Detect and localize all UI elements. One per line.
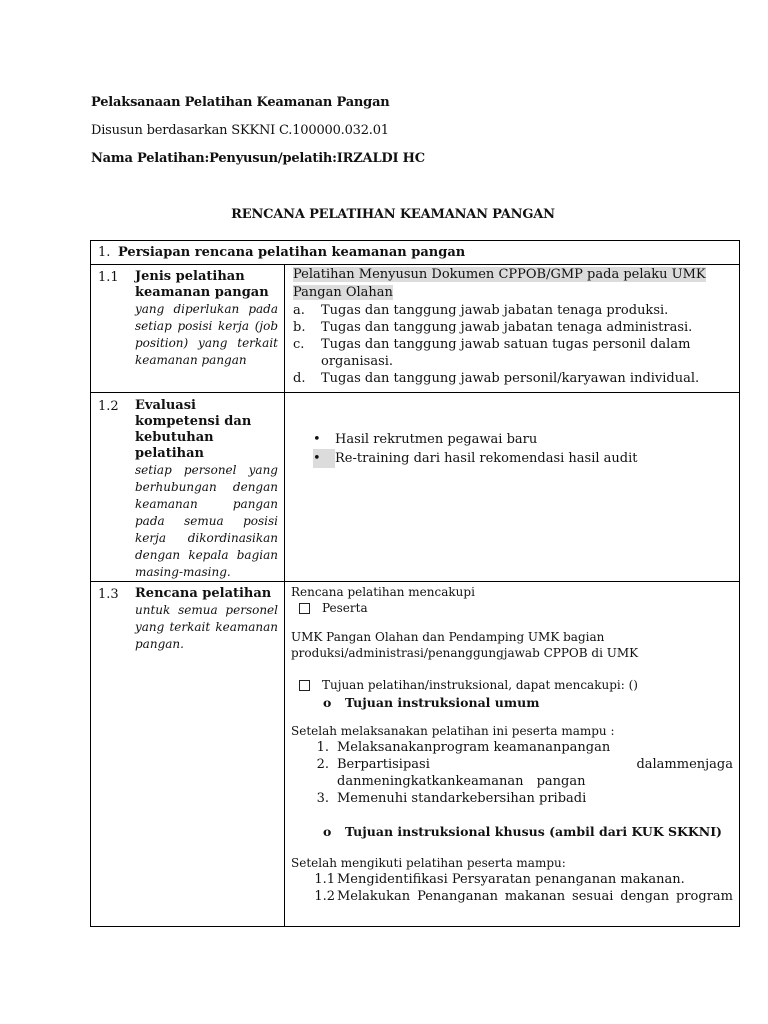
row-number: 1.3	[98, 587, 119, 602]
row-content-cell	[285, 582, 740, 927]
list-item: c. Tugas dan tanggung jawab satuan tugas personil dalam organisasi.	[293, 337, 691, 369]
section-number: 1.	[98, 245, 111, 260]
list-item: a. Tugas dan tanggung jawab jabatan tenaga produksi.	[293, 303, 669, 318]
row-description: yang diperlukan pada setiap posisi kerja (job position) yang terkait keamanan pangan	[135, 302, 278, 367]
row-description: untuk semua personel yang terkait keamanan pangan.	[135, 603, 278, 651]
table-row	[91, 582, 740, 927]
general-objective-list	[291, 739, 733, 807]
general-objective-heading: o Tujuan instruksional umum	[323, 695, 540, 710]
list-item: 3. Memenuhi standarkebersihan pribadi	[316, 791, 587, 806]
row-number: 1.2	[98, 399, 119, 414]
list-item: d. Tugas dan tanggung jawab personil/karyawan individual.	[293, 371, 700, 386]
circle-bullet-icon: o	[323, 695, 332, 710]
row-description: setiap personel yang berhubungan dengan keamanan pangan pada semua posisi kerja dikordinasikan dengan kepala bagian masing-masing.	[135, 463, 278, 579]
specific-objective-list	[291, 871, 733, 905]
checkbox-item: Peserta	[299, 600, 733, 617]
plan-intro: Rencana pelatihan mencakupi	[291, 585, 475, 599]
page-title: RENCANA PELATIHAN KEAMANAN PANGAN	[231, 207, 555, 222]
list-item: 1. Melaksanakanprogram keamananpangan	[316, 740, 611, 755]
row-title: Rencana pelatihan	[135, 586, 272, 601]
bullet-icon: •	[313, 449, 335, 468]
general-objective-intro: Setelah melaksanakan pelatihan ini peserta mampu :	[291, 724, 615, 738]
list-item: 1.1 Mengidentifikasi Persyaratan penanganan makanan.	[314, 872, 685, 887]
bullet-item: • Re-training dari hasil rekomendasi hasil audit	[313, 451, 638, 466]
row-label-cell	[91, 582, 285, 927]
section-header-row	[91, 241, 740, 265]
training-type-text: Pelatihan Menyusun Dokumen CPPOB/GMP pada pelaku UMK Pangan Olahan	[293, 267, 706, 300]
row-content-cell	[285, 393, 740, 582]
specific-objective-heading: o Tujuan instruksional khusus (ambil dari KUK SKKNI)	[323, 824, 722, 839]
row-number: 1.1	[98, 270, 119, 285]
table-row	[91, 393, 740, 582]
checkbox-item: Tujuan pelatihan/instruksional, dapat mencakupi: ()	[299, 677, 733, 694]
row-label-cell	[91, 265, 285, 393]
bullet-item: • Hasil rekrutmen pegawai baru	[313, 432, 538, 447]
doc-trainer-line: Nama Pelatihan:Penyusun/pelatih:IRZALDI HC	[91, 151, 425, 166]
section-title: Persiapan rencana pelatihan keamanan pangan	[118, 245, 466, 260]
training-plan-table	[90, 240, 740, 927]
list-item: b. Tugas dan tanggung jawab jabatan tenaga administrasi.	[293, 320, 693, 335]
doc-heading: Pelaksanaan Pelatihan Keamanan Pangan	[91, 95, 390, 110]
participants-text: UMK Pangan Olahan dan Pendamping UMK bagian produksi/administrasi/penanggungjawab CPPOB di UMK	[291, 630, 639, 660]
row-title: Jenis pelatihan keamanan pangan	[135, 269, 269, 300]
row-label-cell	[91, 393, 285, 582]
checkbox-icon	[299, 603, 310, 614]
bullet-icon: •	[313, 432, 321, 447]
doc-source-line: Disusun berdasarkan SKKNI C.100000.032.01	[91, 123, 389, 138]
section-title-cell	[91, 241, 740, 265]
row-content-cell	[285, 265, 740, 393]
table-row	[91, 265, 740, 393]
checkbox-icon	[299, 680, 310, 691]
row-title: Evaluasi kompetensi dan kebutuhan pelatihan	[135, 398, 252, 461]
duty-list	[293, 302, 733, 387]
specific-objective-intro: Setelah mengikuti pelatihan peserta mampu:	[291, 856, 566, 870]
list-item: 2. Berpartisipasi dalammenjaga danmeningkatkankeamanan pangan	[316, 757, 733, 789]
list-item: 1.2 Melakukan Penanganan makanan sesuai dengan program	[314, 889, 733, 904]
circle-bullet-icon: o	[323, 824, 332, 839]
